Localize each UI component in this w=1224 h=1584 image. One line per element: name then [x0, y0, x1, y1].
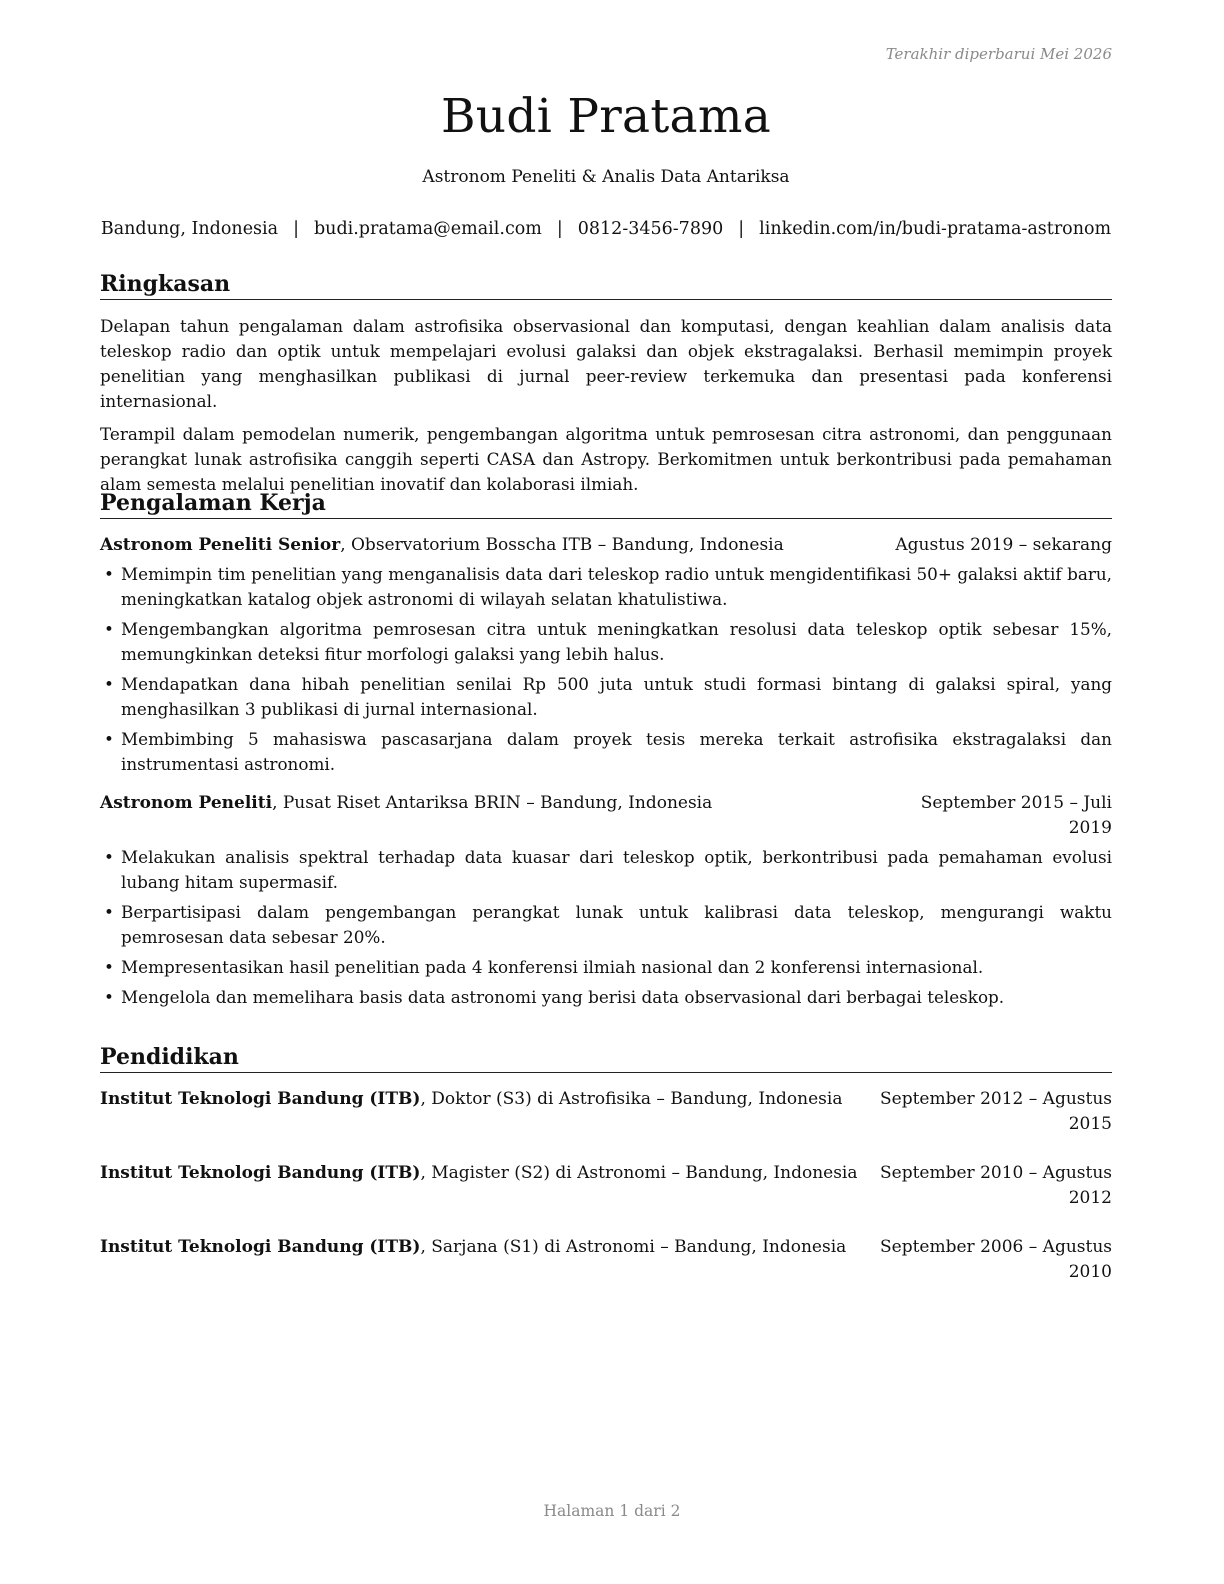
summary-section — [100, 270, 1112, 505]
education-entry — [100, 1087, 1112, 1137]
contact-phone: 0812-3456-7890 — [577, 219, 724, 239]
education-title — [100, 1235, 880, 1260]
education-degree: , Doktor (S3) di Astrofisika – Bandung, Indonesia — [420, 1089, 843, 1109]
job-date: Agustus 2019 – sekarang — [895, 535, 1112, 555]
education-header — [100, 1087, 1112, 1137]
job-role: Astronom Peneliti — [100, 793, 273, 813]
job-bullets — [100, 562, 1112, 777]
education-date: September 2010 – Agustus 2012 — [880, 1163, 1112, 1208]
contact-line — [80, 219, 1132, 239]
job-header — [100, 791, 1112, 841]
bullet-text: Mengelola dan memelihara basis data astronomi yang berisi data observasional dari berbagai teleskop. — [121, 987, 1005, 1007]
education-entry — [100, 1161, 1112, 1211]
bullet-text: Melakukan analisis spektral terhadap data kuasar dari teleskop optik, berkontribusi pada pemahaman evolusi lubang hitam supermasif. — [121, 847, 1112, 892]
bullet-icon: • — [104, 564, 114, 584]
bullet-icon: • — [104, 902, 114, 922]
education-school: Institut Teknologi Bandung (ITB) — [100, 1089, 421, 1109]
job-title — [100, 791, 880, 816]
education-degree: , Sarjana (S1) di Astronomi – Bandung, Indonesia — [420, 1237, 847, 1257]
contact-separator: | — [556, 219, 563, 239]
contact-linkedin[interactable]: linkedin.com/in/budi-pratama-astronom — [759, 219, 1112, 239]
education-header — [100, 1161, 1112, 1211]
bullet-text: Memimpin tim penelitian yang menganalisis data dari teleskop radio untuk mengidentifikasi 50+ galaksi aktif baru, meningkatkan katalog objek astronomi di wilayah selatan khatulistiwa. — [121, 564, 1112, 609]
education-entry — [100, 1235, 1112, 1285]
contact-separator: | — [293, 219, 299, 239]
job-bullet — [100, 672, 1112, 722]
education-title — [100, 1161, 880, 1186]
bullet-text: Berpartisipasi dalam pengembangan perangkat lunak untuk kalibrasi data teleskop, mengurangi waktu pemrosesan data sebesar 20%. — [121, 902, 1112, 947]
education-school: Institut Teknologi Bandung (ITB) — [100, 1163, 421, 1183]
bullet-icon: • — [104, 957, 114, 977]
job-bullet — [100, 617, 1112, 667]
job-organization: , Pusat Riset Antariksa BRIN – Bandung, Indonesia — [272, 793, 713, 813]
job-organization: , Observatorium Bosscha ITB – Bandung, Indonesia — [340, 535, 784, 555]
job-date: September 2015 – Juli 2019 — [920, 793, 1112, 838]
experience-section — [100, 489, 1112, 1016]
job-bullet — [100, 845, 1112, 895]
job-bullet — [100, 727, 1112, 777]
contact-separator: | — [738, 219, 745, 239]
summary-paragraph: Terampil dalam pemodelan numerik, pengembangan algoritma untuk pemrosesan citra astronomi, dan penggunaan perangkat lunak astrofisika canggih seperti CASA dan Astropy. Berkomitmen untuk berkontribusi pada pemahaman alam semesta melalui penelitian inovatif dan kolaborasi ilmiah. — [100, 424, 1112, 494]
summary-paragraph: Delapan tahun pengalaman dalam astrofisika observasional dan komputasi, dengan keahlian dalam analisis data teleskop radio dan optik untuk mempelajari evolusi galaksi dan objek ekstragalaksi. Berhasil memimpin proyek penelitian yang menghasilkan publikasi di jurnal peer-review terkemuka dan presentasi pada konferensi internasional. — [100, 316, 1112, 411]
job-role: Astronom Peneliti Senior — [100, 535, 341, 555]
bullet-icon: • — [104, 619, 114, 639]
bullet-icon: • — [104, 674, 114, 694]
page-number: Halaman 1 dari 2 — [543, 1502, 681, 1520]
bullet-text: Mempresentasikan hasil penelitian pada 4 konferensi ilmiah nasional dan 2 konferensi internasional. — [121, 957, 984, 977]
bullet-icon: • — [104, 847, 114, 867]
bullet-icon: • — [104, 729, 114, 749]
contact-location: Bandung, Indonesia — [100, 219, 279, 239]
education-header — [100, 1235, 1112, 1285]
bullet-text: Mengembangkan algoritma pemrosesan citra untuk meningkatkan resolusi data teleskop optik sebesar 15%, memungkinkan deteksi fitur morfologi galaksi yang lebih halus. — [121, 619, 1112, 664]
education-date: September 2006 – Agustus 2010 — [880, 1237, 1112, 1282]
education-section — [100, 1043, 1112, 1309]
education-degree: , Magister (S2) di Astronomi – Bandung, Indonesia — [420, 1163, 858, 1183]
education-school: Institut Teknologi Bandung (ITB) — [100, 1237, 421, 1257]
bullet-text: Membimbing 5 mahasiswa pascasarjana dalam proyek tesis mereka terkait astrofisika ekstragalaksi dan instrumentasi astronomi. — [121, 729, 1112, 774]
job-title — [100, 533, 880, 558]
job-header — [100, 533, 1112, 558]
candidate-tagline: Astronom Peneliti & Analis Data Antariksa — [422, 167, 790, 187]
education-date: September 2012 – Agustus 2015 — [880, 1089, 1112, 1134]
experience-heading: Pengalaman Kerja — [100, 489, 1112, 519]
summary-heading: Ringkasan — [100, 270, 1112, 300]
education-heading: Pendidikan — [100, 1043, 1112, 1073]
job-bullet — [100, 900, 1112, 950]
last-updated-note: Terakhir diperbarui Mei 2026 — [885, 45, 1112, 63]
job-entry — [100, 533, 1112, 777]
job-bullet — [100, 985, 1112, 1010]
bullet-text: Mendapatkan dana hibah penelitian senilai Rp 500 juta untuk studi formasi bintang di galaksi spiral, yang menghasilkan 3 publikasi di jurnal internasional. — [121, 674, 1112, 719]
contact-email[interactable]: budi.pratama@email.com — [313, 219, 542, 239]
job-bullet — [100, 955, 1112, 980]
bullet-icon: • — [104, 987, 114, 1007]
job-bullets — [100, 845, 1112, 1010]
education-title — [100, 1087, 880, 1112]
job-entry — [100, 791, 1112, 1010]
candidate-name: Budi Pratama — [440, 89, 772, 144]
job-bullet — [100, 562, 1112, 612]
